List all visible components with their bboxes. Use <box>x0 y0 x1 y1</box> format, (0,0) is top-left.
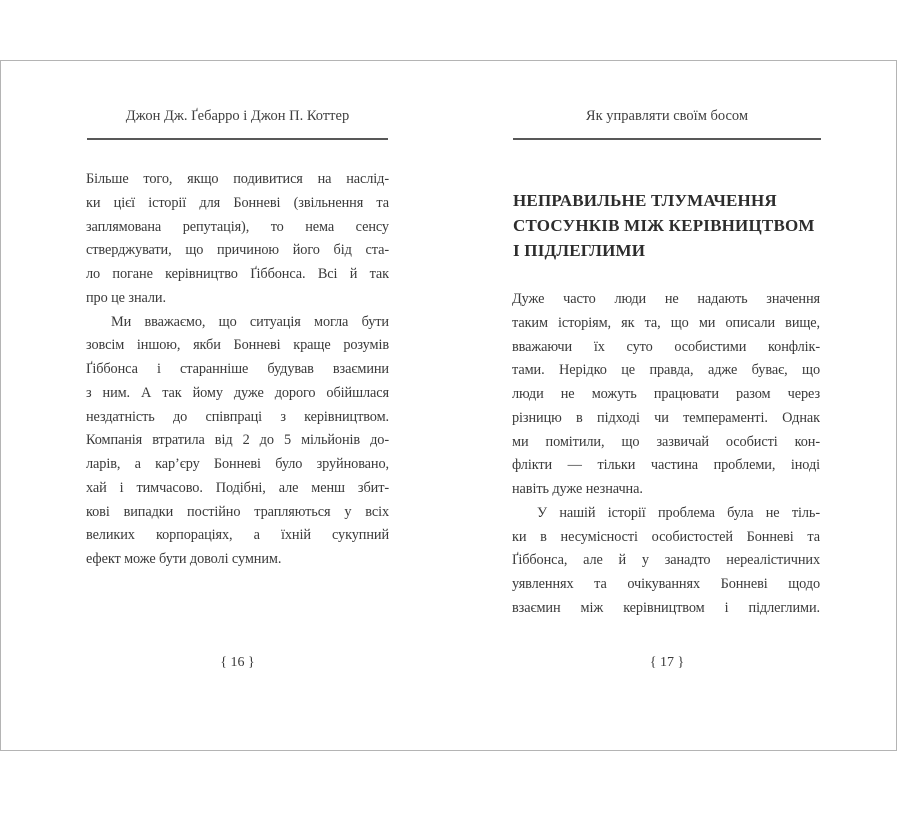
text-line: хай і тимчасово. Подібні, але менш збит- <box>86 479 389 496</box>
left-body-text <box>86 168 389 572</box>
text-line: з ним. А так йому дуже дорого обійшлася <box>86 384 389 401</box>
text-line: люди не можуть працювати разом через <box>512 386 820 402</box>
text-line: Ґіббонса і старанніше будував взаємини <box>86 361 389 377</box>
left-header-rule <box>87 138 388 140</box>
text-line: зовсім іншою, якби Бонневі краще розумів <box>86 337 389 354</box>
text-line: стверджувати, що причиною його бід ста- <box>86 242 389 259</box>
text-line: І ПІДЛЕГЛИМИ <box>513 241 646 260</box>
text-line: ми помітили, що зазвичай особисті кон- <box>512 433 820 450</box>
text-line: заплямована репутація), то нема сенсу <box>86 218 389 235</box>
book-spread <box>0 60 897 751</box>
left-page-number: { 16 } <box>220 655 255 670</box>
text-line: різницю в підході чи темпераменті. Однак <box>512 409 820 426</box>
text-line: ло погане керівництво Ґіббонса. Всі й так <box>86 266 389 282</box>
text-line: СТОСУНКІВ МІЖ КЕРІВНИЦТВОМ <box>513 216 815 235</box>
text-line: навіть дуже незначна. <box>512 481 643 497</box>
text-line: ларів, а кар’єру Бонневі було зруйновано, <box>86 456 389 472</box>
text-line: таким історіям, як та, що ми описали вище, <box>512 314 820 331</box>
text-line: ки цієї історії для Бонневі (звільнення та <box>86 194 389 211</box>
text-line: флікти — тільки частина проблеми, іноді <box>512 457 820 474</box>
text-line: Ґіббонса, але й у занадто нереалістичних <box>512 552 820 569</box>
text-line: Дуже часто люди не надають значення <box>512 291 820 307</box>
right-header-rule <box>513 138 821 140</box>
text-line: НЕПРАВИЛЬНЕ ТЛУМАЧЕННЯ <box>513 191 777 210</box>
text-line: уявленнях та очікуваннях Бонневі щодо <box>512 576 820 592</box>
right-running-head: Як управляти своїм босом <box>585 108 749 124</box>
text-line: ки в несумісності особистостей Бонневі та <box>512 528 820 545</box>
left-running-head: Джон Дж. Ґебарро і Джон П. Коттер <box>125 108 350 124</box>
right-page-number: { 17 } <box>649 655 685 670</box>
text-line: Більше того, якщо подивитися на наслід- <box>86 171 389 187</box>
chapter-heading <box>513 188 843 263</box>
right-body-text <box>512 288 820 621</box>
text-line: про це знали. <box>86 289 166 306</box>
text-line: взаємин між керівництвом і підлеглими. <box>512 599 820 616</box>
text-line: великих корпораціях, а їхній сукупний <box>86 527 389 544</box>
text-line: Ми вважаємо, що ситуація могла бути <box>111 313 389 330</box>
text-line: вважаючи їх суто особистими конфлік- <box>512 338 820 355</box>
text-line: Компанія втратила від 2 до 5 мільйонів до- <box>86 432 389 449</box>
text-line: ефект може бути доволі сумним. <box>86 551 282 567</box>
text-line: тами. Нерідко це правда, адже буває, що <box>512 362 820 379</box>
text-line: кові випадки постійно трапляються у всіх <box>86 503 389 520</box>
text-line: У нашій історії проблема була не тіль- <box>537 504 820 521</box>
text-line: нездатність до співпраці з керівництвом. <box>86 408 389 425</box>
